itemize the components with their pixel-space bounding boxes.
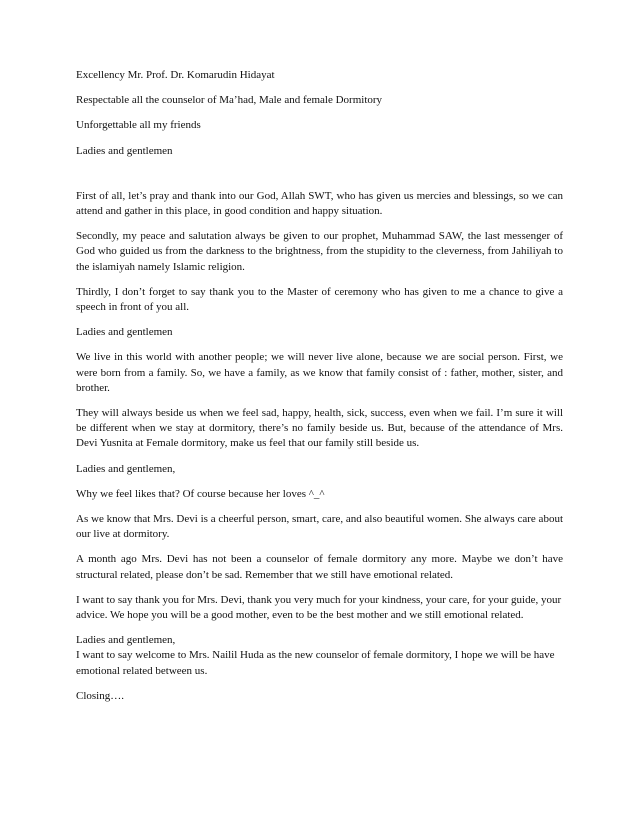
paragraph: Ladies and gentlemen,	[76, 462, 176, 475]
salutation-line: Ladies and gentlemen	[76, 144, 173, 157]
paragraph: They will always beside us when we feel sad, happy, health, sick, success, even when we fail. I’m sure it will be different when we stay at dormitory, there’s no family beside us. But, because of the attendance of Mrs. Devi Yusnita at Female dormitory, make us feel that our family still beside us.	[76, 407, 563, 450]
paragraph: Why we feel likes that? Of course because her loves ^_^	[76, 487, 325, 500]
blank-space	[76, 169, 563, 189]
paragraph: A month ago Mrs. Devi has not been a counselor of female dormitory any more. Maybe we don’t have structural related, please don’t be sad. Remember that we still have emotional related.	[76, 553, 563, 581]
paragraph: Secondly, my peace and salutation always be given to our prophet, Muhammad SAW, the last messenger of God who guided us from the darkness to the brightness, from the stupidity to the cleverness, from Jahiliyah to the islamiyah namely Islamic religion.	[76, 230, 563, 273]
paragraph: Ladies and gentlemen,	[76, 634, 176, 647]
salutation-line: Respectable all the counselor of Ma’had, Male and female Dormitory	[76, 94, 383, 107]
paragraph: I want to say thank you for Mrs. Devi, thank you very much for your kindness, your care, for your guide, your advice. We hope you will be a good mother, even to be the best mother and we still emotional related.	[76, 593, 562, 622]
paragraph: I want to say welcome to Mrs. Nailil Huda as the new counselor of female dormitory, I hope we will be have emotional related between us.	[76, 649, 555, 677]
paragraph: First of all, let’s pray and thank into our God, Allah SWT, who has given us mercies and blessings, so we can attend and gather in this place, in good condition and happy situation.	[76, 189, 563, 218]
paragraph: Closing….	[76, 689, 124, 702]
paragraph: Thirdly, I don’t forget to say thank you to the Master of ceremony who has given to me a chance to give a speech in front of you all.	[76, 285, 563, 314]
speech-text	[76, 68, 563, 714]
salutation-line: Excellency Mr. Prof. Dr. Komarudin Hidayat	[76, 69, 275, 81]
salutation-line: Unforgettable all my friends	[76, 119, 201, 132]
paragraph: As we know that Mrs. Devi is a cheerful person, smart, care, and also beautiful women. She always care about our live at dormitory.	[76, 513, 563, 541]
paragraph: We live in this world with another people; we will never live alone, because we are social person. First, we were born from a family. So, we have a family, as we know that family consist of : father, mother, sister, and brother.	[76, 351, 563, 394]
paragraph: Ladies and gentlemen	[76, 326, 173, 339]
